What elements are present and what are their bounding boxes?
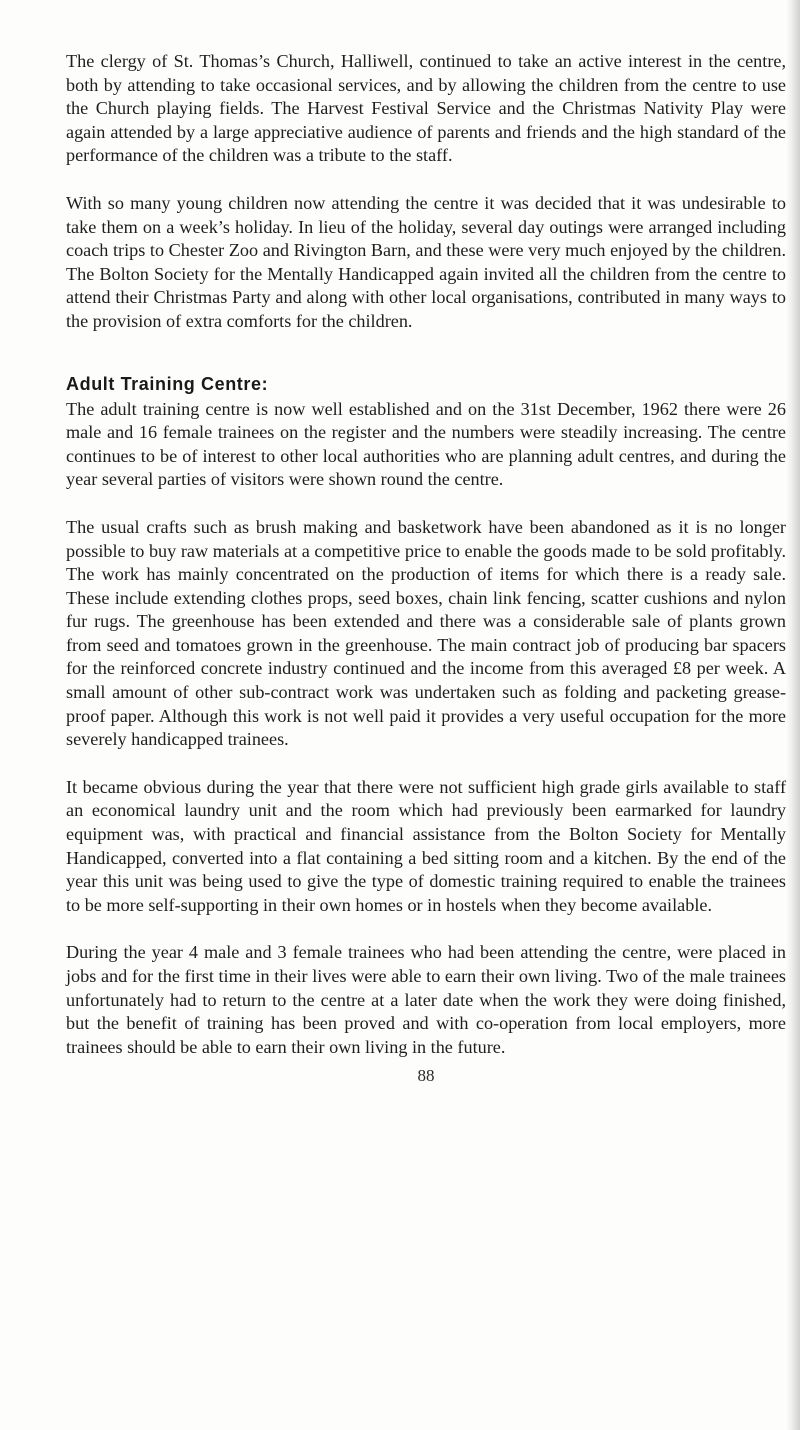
scan-shadow-edge xyxy=(786,0,800,1430)
paragraph-crafts-and-work: The usual crafts such as brush making and basketwork have been abandoned as it is no longer possible to buy raw materials at a competitive price to enable the goods made to be sold profitably. The work has mainly concentrated on the production of items for which there is a ready sale. These include extending clothes props, seed boxes, chain link fencing, scatter cushions and nylon fur rugs. The greenhouse has been extended and there was a considerable sale of plants grown from seed and tomatoes grown in the greenhouse. The main contract job of producing bar spacers for the reinforced concrete industry continued and the income from this averaged £8 per week. A small amount of other sub-contract work was undertaken such as folding and packeting grease-proof paper. Although this work is not well paid it provides a very useful occupation for the more severely handicapped trainees. xyxy=(66,516,786,750)
section-heading-adult-training-centre: Adult Training Centre: xyxy=(66,373,269,394)
page-number: 88 xyxy=(417,1066,435,1086)
paragraph-church-services: The clergy of St. Thomas’s Church, Halliwell, continued to take an active interest in the centre, both by attending to take occasional services, and by allowing the children from the centre to use the Church playing fields. The Harvest Festival Service and the Christmas Nativity Play were again attended by a large appreciative audience of parents and friends and the high standard of the performance of the children was a tribute to the staff. xyxy=(66,51,786,166)
paragraph-trainee-employment: During the year 4 male and 3 female trainees who had been attending the centre, were placed in jobs and for the first time in their lives were able to earn their own living. Two of the male trainees unfortunately had to return to the centre at a later date when the work they were doing finished, but the benefit of training has been proved and with co-operation from local employers, more trainees should be able to earn their own living in the future. xyxy=(66,942,786,1057)
paragraph-trainee-register: The adult training centre is now well established and on the 31st December, 1962 there were 26 male and 16 female trainees on the register and the numbers were steadily increasing. The centre continues to be of interest to other local authorities who are planning adult centres, and during the year several parties of visitors were shown round the centre. xyxy=(66,398,786,490)
page-content xyxy=(66,50,786,1087)
paragraph-laundry-flat: It became obvious during the year that there were not sufficient high grade girls available to staff an economical laundry unit and the room which had previously been earmarked for laundry equipment was, with practical and financial assistance from the Bolton Society for Mentally Handicapped, converted into a flat containing a bed sitting room and a kitchen. By the end of the year this unit was being used to give the type of domestic training required to enable the trainees to be more self-supporting in their own homes or in hostels when they become available. xyxy=(66,776,786,915)
paragraph-day-outings: With so many young children now attending the centre it was decided that it was undesirable to take them on a week’s holiday. In lieu of the holiday, several day outings were arranged including coach trips to Chester Zoo and Rivington Barn, and these were very much enjoyed by the children. The Bolton Society for the Mentally Handicapped again invited all the children from the centre to attend their Christmas Party and along with other local organisations, contributed in many ways to the provision of extra comforts for the children. xyxy=(66,192,786,331)
